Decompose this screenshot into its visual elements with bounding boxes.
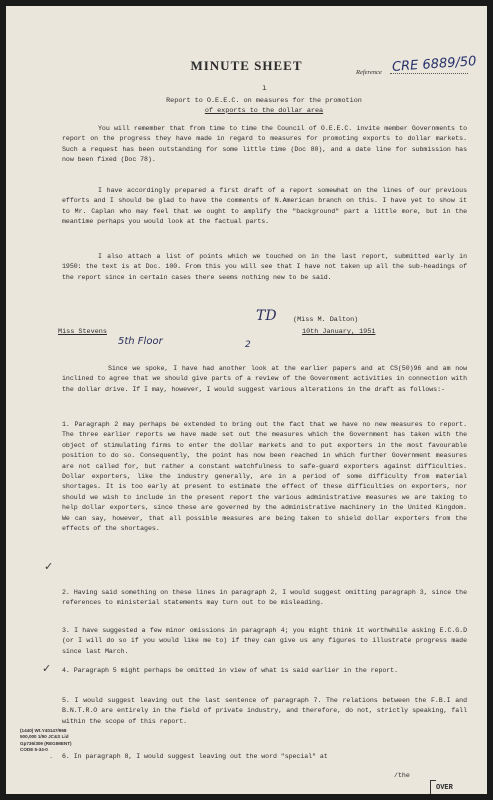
handwritten-floor-note: 5th Floor bbox=[118, 336, 163, 347]
item-4: 4. Paragraph 5 might perhaps be omitted in view of what is said earlier in the report. bbox=[62, 667, 398, 674]
signature-name: (Miss M. Dalton) bbox=[293, 316, 359, 324]
reference-value: CRE 6889/50 bbox=[391, 54, 477, 75]
margin-dot-icon: · bbox=[50, 754, 53, 762]
paragraph-4: Since we spoke, I have had another look at the earlier papers and at CS(50)96 and am now inclined to agree that we should give parts of a review of the Government activities in connection with the dollar drive. If I may, however, I would suggest various alterations in the draft as follows:- bbox=[62, 365, 467, 393]
handwritten-number: 2 bbox=[245, 340, 251, 350]
item-5: 5. I would suggest leaving out the last sentence of paragraph 7. The relations between the F.B.I and B.N.T.R.O are entirely in the field of private industry, and therefore, do not, strictly speaking, fall within the scope of this report. bbox=[62, 697, 467, 725]
print-code: (1440) Wt.Y40147/968 500,000 1/50 JC&S Lid Gp736/309 (REGIMENT) CODE 5-34-0 bbox=[20, 728, 72, 753]
minute-date: 10th January, 1951 bbox=[302, 328, 376, 336]
reference-label: Reference bbox=[356, 69, 382, 76]
minute-sheet-page bbox=[6, 6, 487, 794]
subject-line-1: Report to O.E.E.C. on measures for the promotion bbox=[166, 97, 362, 105]
item-2: 2. Having said something on these lines in paragraph 2, I would suggest omitting paragraph 3, since the references to ministerial statements may turn out to be misleading. bbox=[62, 589, 467, 607]
paragraph-2: I have accordingly prepared a first draft of a report somewhat on the lines of our previous efforts and I should be glad to have the comments of N.American branch on this. I have yet to show it to Mr. Caplan who may feel that we ought to amplify the "background" part a little more, but in the meantime perhaps you would look at the factual parts. bbox=[62, 187, 467, 226]
recipient-name: Miss Stevens bbox=[58, 328, 107, 336]
item-6: 6. In paragraph 8, I would suggest leaving out the word "special" at bbox=[62, 753, 328, 760]
item-3: 3. I have suggested a few minor omissions in paragraph 4; you might think it worthwhile asking E.C.G.D (or I will do so if you would like me to) if they can give us any figures to illustrate progress made since last March. bbox=[62, 627, 467, 655]
continuation-word: /the bbox=[394, 772, 410, 779]
margin-check-icon: ✓ bbox=[44, 560, 54, 573]
margin-check-icon: ✓ bbox=[42, 662, 52, 675]
subject-heading bbox=[154, 97, 374, 116]
tick-mark-icon: ı bbox=[262, 84, 267, 93]
subject-line-2: of exports to the dollar area bbox=[204, 106, 324, 115]
paragraph-1: You will remember that from time to time the Council of O.E.E.C. invite member Governments to report on the progress they have made in regard to measures for promoting exports to dollar markets. Such a request has been outstanding for some little time (Doc 80), and a date line for submission has now been fixed (Doc 78). bbox=[62, 125, 467, 164]
page-title: MINUTE SHEET bbox=[190, 58, 303, 73]
paragraph-3: I also attach a list of points which we touched on in the last report, submitted early in 1950: the text is at Doc. 100. From this you will see that I have not taken up all the sub-headings of the report since in certain cases there seems nothing new to be said. bbox=[62, 253, 467, 281]
signature-initials: TD bbox=[256, 308, 277, 324]
over-label: OVER bbox=[436, 784, 453, 792]
item-1: 1. Paragraph 2 may perhaps be extended to bring out the fact that we have no new measures to report. The three earlier reports we have made set out the measures which the Government has taken with the object of stimulating firms to enter the dollar markets and to put exporters in the most favourable position to do so. Consequently, the point has now been reached in which further Government measures are not called for, but rather a constant watchfulness to safe-guard exporters against difficulties. Dollar exporters, like the industry generally, are in a period of some difficulty from material shortages. It is too early at present to estimate the effect of these difficulties on exporters, nor should we wish to include in the present report the various administrative measures we are taking to help dollar exporters, since these are governed by the administrative machinery in the United Kingdom. We can say, however, that all possible measures are being taken to shield dollar exporters from the effects of the shortages. bbox=[62, 421, 467, 533]
